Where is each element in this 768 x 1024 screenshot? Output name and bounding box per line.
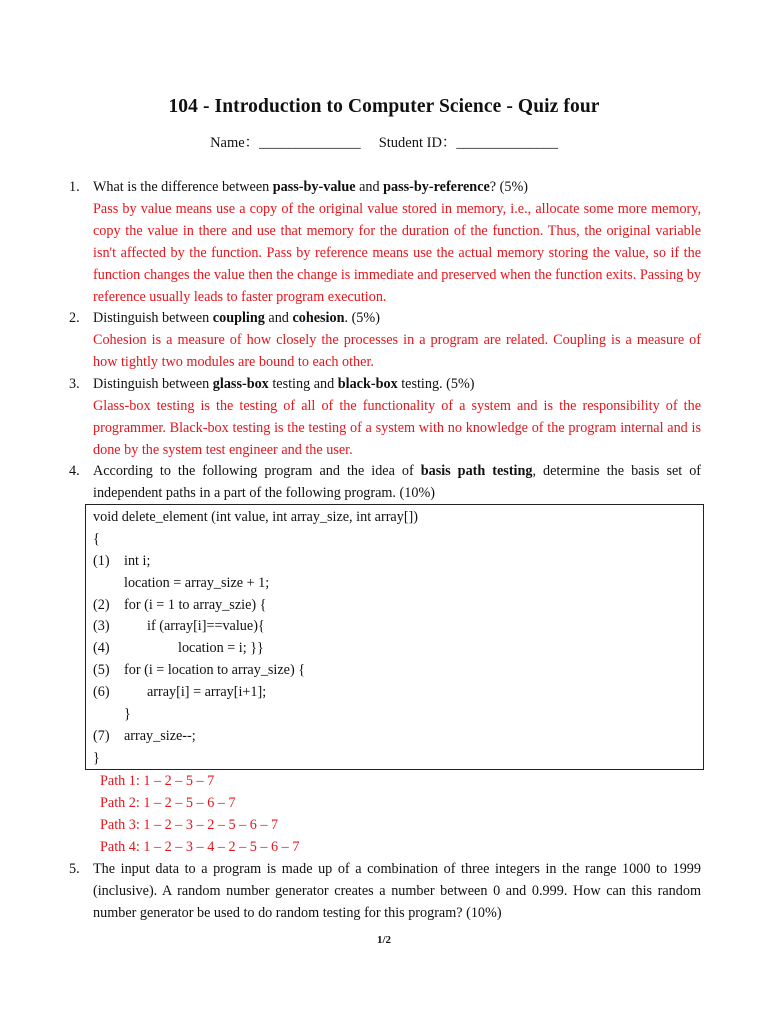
question-text-part: testing and: [268, 376, 338, 392]
code-text: for (i = 1 to array_szie) {: [124, 596, 267, 613]
code-line: [93, 551, 703, 573]
page-title: 104 - Introduction to Computer Science - Quiz four: [168, 96, 600, 117]
code-line-label: (4): [93, 640, 110, 657]
name-field-label: Name：______________: [210, 135, 361, 151]
code-text: }: [124, 706, 131, 723]
code-line: [93, 638, 703, 660]
code-text: location = i; }}: [178, 640, 264, 657]
question-text-part: , determine the basis set of independent paths in a part of the following program. (10%): [93, 463, 702, 501]
name-id-line: [0, 131, 768, 152]
code-line-label: (7): [93, 727, 110, 744]
code-line: [93, 507, 703, 529]
code-line-label: (3): [93, 618, 110, 635]
term-cohesion: cohesion: [292, 310, 345, 326]
term-coupling: coupling: [212, 310, 265, 326]
code-text: int i;: [124, 552, 151, 569]
question-text: The input data to a program is made up of a combination of three integers in the range 1000 to 1999 (inclusive). A random number generator creates a number between 0 and 0.999. How can this random number generator be used to do random testing for this program? (10%): [93, 861, 701, 921]
question-text: [93, 176, 701, 198]
path-item: Path 2: 1 – 2 – 5 – 6 – 7: [100, 795, 236, 811]
question-text-part: and: [355, 179, 384, 195]
question-text-part: and: [264, 310, 293, 326]
term-glass-box: glass-box: [212, 376, 269, 392]
code-text: for (i = location to array_size) {: [124, 662, 306, 679]
code-text: array_size--;: [124, 727, 196, 744]
code-line-label: (2): [93, 596, 110, 613]
code-line: [93, 704, 703, 726]
code-box: [85, 504, 704, 770]
code-line: [93, 660, 703, 682]
question-number: 5.: [69, 861, 80, 877]
question-text-part: Distinguish between: [93, 376, 213, 392]
code-line-label: (6): [93, 684, 110, 701]
code-line: [93, 595, 703, 617]
code-line: [93, 616, 703, 638]
question-text-part: ? (5%): [489, 179, 529, 195]
question-number: 3.: [69, 376, 80, 392]
code-line: [93, 748, 703, 770]
question-number: 2.: [69, 310, 80, 326]
term-pass-by-value: pass-by-value: [272, 179, 356, 195]
term-pass-by-reference: pass-by-reference: [383, 179, 490, 195]
question-5: [69, 858, 701, 924]
answer-4-paths: [100, 770, 299, 858]
question-text-part: Distinguish between: [93, 310, 213, 326]
code-line-label: (1): [93, 552, 110, 569]
code-text: void delete_element (int value, int array_size, int array[]): [93, 509, 418, 525]
code-line-label: (5): [93, 662, 110, 679]
question-3: [69, 373, 701, 461]
question-2: [69, 307, 701, 373]
term-black-box: black-box: [337, 376, 398, 392]
question-text-part: testing. (5%): [397, 376, 475, 392]
answer-2: Cohesion is a measure of how closely the processes in a program are related. Coupling is a measure of how tightly two modules are bound to each other.: [93, 332, 701, 370]
code-text: array[i] = array[i+1];: [147, 684, 267, 701]
question-4: [69, 460, 701, 504]
path-item: Path 1: 1 – 2 – 5 – 7: [100, 773, 215, 789]
code-line: [93, 573, 703, 595]
code-line: [93, 682, 703, 704]
page-number: 1/2: [376, 934, 392, 946]
code-line: [93, 529, 703, 551]
question-text-part: What is the difference between: [93, 179, 273, 195]
path-item: Path 3: 1 – 2 – 3 – 2 – 5 – 6 – 7: [100, 817, 279, 833]
answer-1: Pass by value means use a copy of the original value stored in memory, i.e., allocate some more memory, copy the value in there and use that memory for the duration of the function. Thus, the original variable isn't affected by the function. Pass by reference means use the actual memory storing the value, so if the function changes the value then the change is immediate and preserved when the function exits. Passing by reference usually leads to faster program execution.: [93, 201, 701, 305]
question-text: [93, 373, 701, 395]
question-text: [93, 307, 701, 329]
question-text: [93, 460, 701, 504]
question-text-part: . (5%): [344, 310, 380, 326]
question-1: [69, 176, 701, 308]
code-text: if (array[i]==value){: [147, 618, 265, 635]
path-item: Path 4: 1 – 2 – 3 – 4 – 2 – 5 – 6 – 7: [100, 839, 300, 855]
question-number: 4.: [69, 463, 80, 479]
code-line: [93, 726, 703, 748]
code-text: {: [93, 530, 100, 547]
student-id-field-label: Student ID：______________: [378, 135, 558, 151]
term-basis-path-testing: basis path testing: [420, 463, 533, 479]
answer-3: Glass-box testing is the testing of all of the functionality of a system and is the responsibility of the programmer. Black-box testing is the testing of a system with no knowledge of the program internal and is done by the system test engineer and the user.: [93, 398, 701, 458]
question-number: 1.: [69, 179, 80, 195]
code-text: }: [93, 749, 100, 766]
code-text: location = array_size + 1;: [124, 574, 270, 591]
question-text-part: According to the following program and the idea of: [93, 463, 421, 479]
